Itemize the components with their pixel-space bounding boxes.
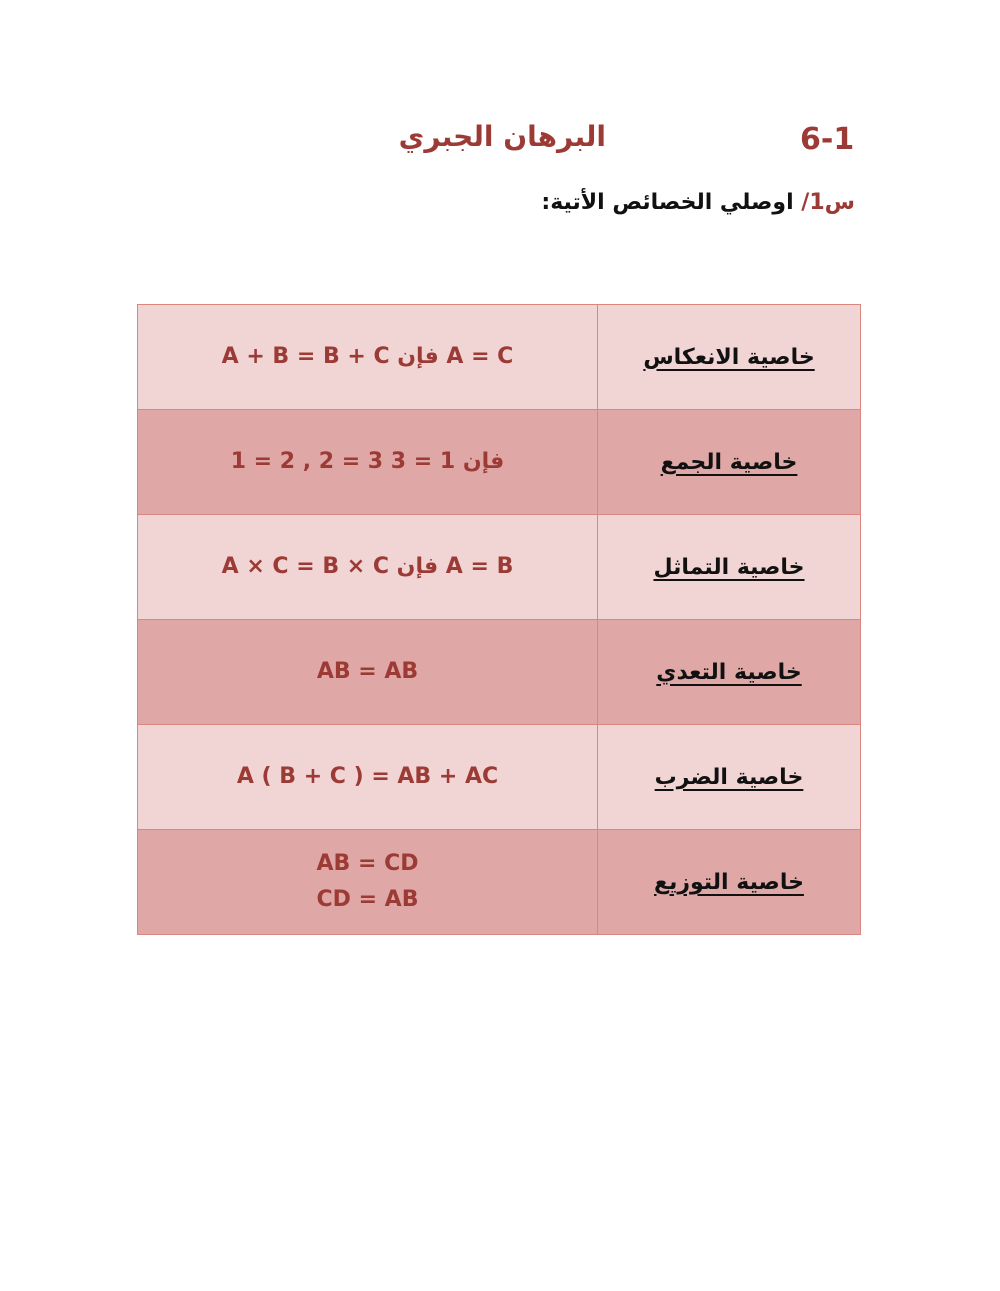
property-name: خاصية الضرب (654, 764, 804, 790)
property-name: خاصية التعدي (656, 659, 802, 685)
expression-cell (138, 410, 598, 515)
properties-table (137, 304, 861, 935)
property-name-cell (598, 620, 861, 725)
expression-text: 1 = 2 , 2 = 3 فإن 1 = 3 (230, 449, 505, 474)
expression-text: A + B = B + C فإن A = C (221, 344, 514, 369)
expression-text: A × C = B × C فإن A = B (221, 554, 514, 579)
table-row (138, 410, 861, 515)
table-row (138, 620, 861, 725)
table-row (138, 515, 861, 620)
property-name: خاصية الانعكاس (643, 344, 815, 370)
expression-cell (138, 725, 598, 830)
question-heading (500, 190, 855, 215)
table-row (138, 725, 861, 830)
expression-text: AB = CD (316, 851, 419, 876)
lesson-number: 6-1 (800, 122, 855, 157)
property-name: خاصية الجمع (660, 449, 798, 475)
expression-text: AB = AB (316, 659, 419, 684)
property-name-cell (598, 410, 861, 515)
property-name-cell (598, 305, 861, 410)
expression-cell (138, 515, 598, 620)
expression-cell (138, 620, 598, 725)
question-text: اوصلي الخصائص الأتية: (541, 190, 802, 215)
property-name-cell (598, 830, 861, 935)
expression-cell (138, 830, 598, 935)
expression-text: CD = AB (316, 887, 419, 912)
property-name: خاصية التماثل (653, 554, 805, 580)
lesson-title: البرهان الجبري (398, 120, 606, 153)
question-number: س1/ (801, 190, 855, 215)
property-name-cell (598, 725, 861, 830)
expression-cell (138, 305, 598, 410)
property-name: خاصية التوزيع (654, 869, 804, 895)
table-row (138, 305, 861, 410)
property-name-cell (598, 515, 861, 620)
table-row (138, 830, 861, 935)
expression-text: A ( B + C ) = AB + AC (236, 764, 499, 789)
